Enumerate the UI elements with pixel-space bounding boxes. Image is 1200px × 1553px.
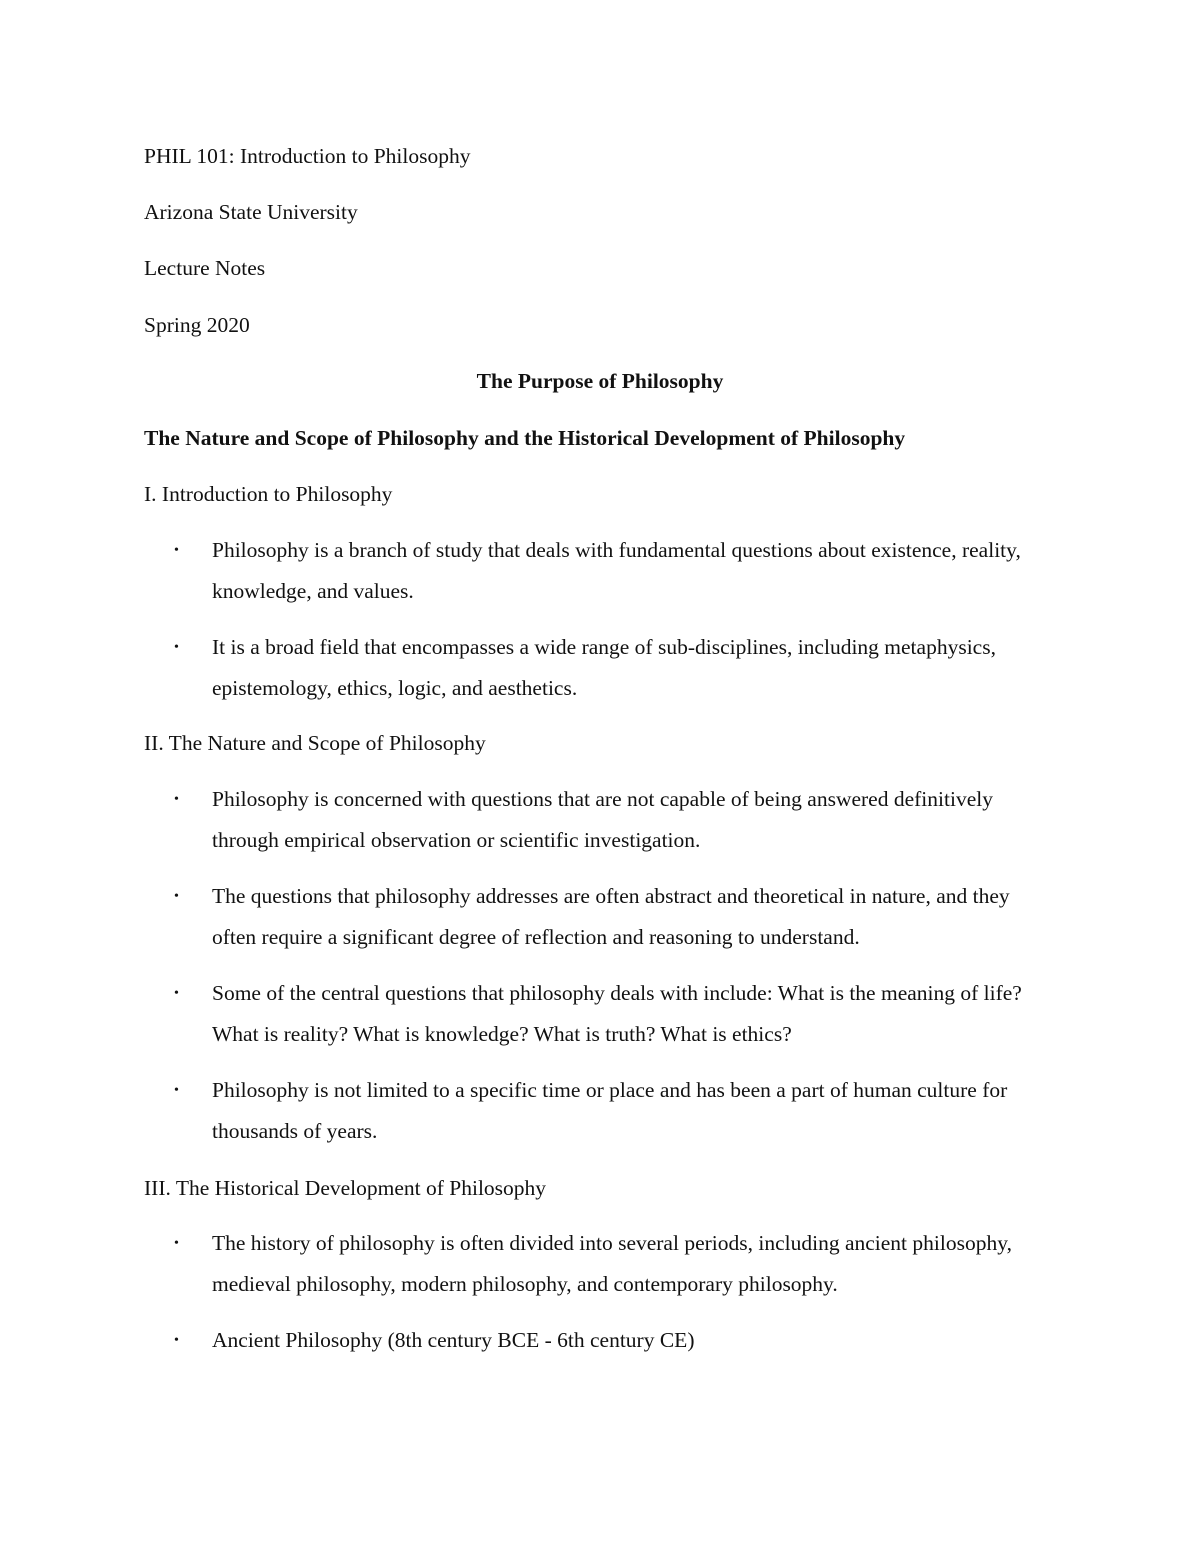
list-item-text: Philosophy is a branch of study that deals with fundamental questions about existence, reality, knowledge, and values. [212,538,1021,603]
list-item [174,876,1054,958]
bullet-icon: • [174,792,179,807]
bullet-icon: • [174,640,179,655]
list-item [174,1070,1054,1152]
bullet-icon: • [174,1083,179,1098]
list-item [174,530,1054,612]
list-item [174,779,1054,861]
doc-type-line: Lecture Notes [144,256,266,280]
section-heading-3: III. The Historical Development of Philosophy [144,1176,547,1200]
section-heading-1: I. Introduction to Philosophy [144,482,393,506]
term-line: Spring 2020 [144,313,250,337]
bullet-icon: • [174,543,179,558]
list-item-text: Some of the central questions that philosophy deals with include: What is the meaning of life? What is reality? What is knowledge? What is truth? What is ethics? [212,981,1022,1046]
list-item [174,1320,1054,1361]
list-item-text: Philosophy is concerned with questions that are not capable of being answered definitively through empirical observation or scientific investigation. [212,787,993,852]
document-title: The Purpose of Philosophy [476,369,724,393]
bullet-icon: • [174,1236,179,1251]
section-heading-2: II. The Nature and Scope of Philosophy [144,731,486,755]
list-item [174,627,1054,709]
course-line: PHIL 101: Introduction to Philosophy [144,144,471,168]
list-item-text: It is a broad field that encompasses a wide range of sub-disciplines, including metaphysics, epistemology, ethics, logic, and aesthetics. [212,635,996,700]
bullet-icon: • [174,889,179,904]
list-item-text: Ancient Philosophy (8th century BCE - 6th century CE) [212,1328,695,1352]
university-line: Arizona State University [144,200,358,224]
list-item [174,1223,1054,1305]
list-item [174,973,1054,1055]
bullet-icon: • [174,1333,179,1348]
list-item-text: The history of philosophy is often divided into several periods, including ancient philosophy, medieval philosophy, modern philosophy, and contemporary philosophy. [212,1231,1012,1296]
document-subtitle: The Nature and Scope of Philosophy and the Historical Development of Philosophy [144,426,906,450]
list-item-text: Philosophy is not limited to a specific time or place and has been a part of human culture for thousands of years. [212,1078,1008,1143]
bullet-icon: • [174,986,179,1001]
list-item-text: The questions that philosophy addresses are often abstract and theoretical in nature, and they often require a significant degree of reflection and reasoning to understand. [212,884,1010,949]
